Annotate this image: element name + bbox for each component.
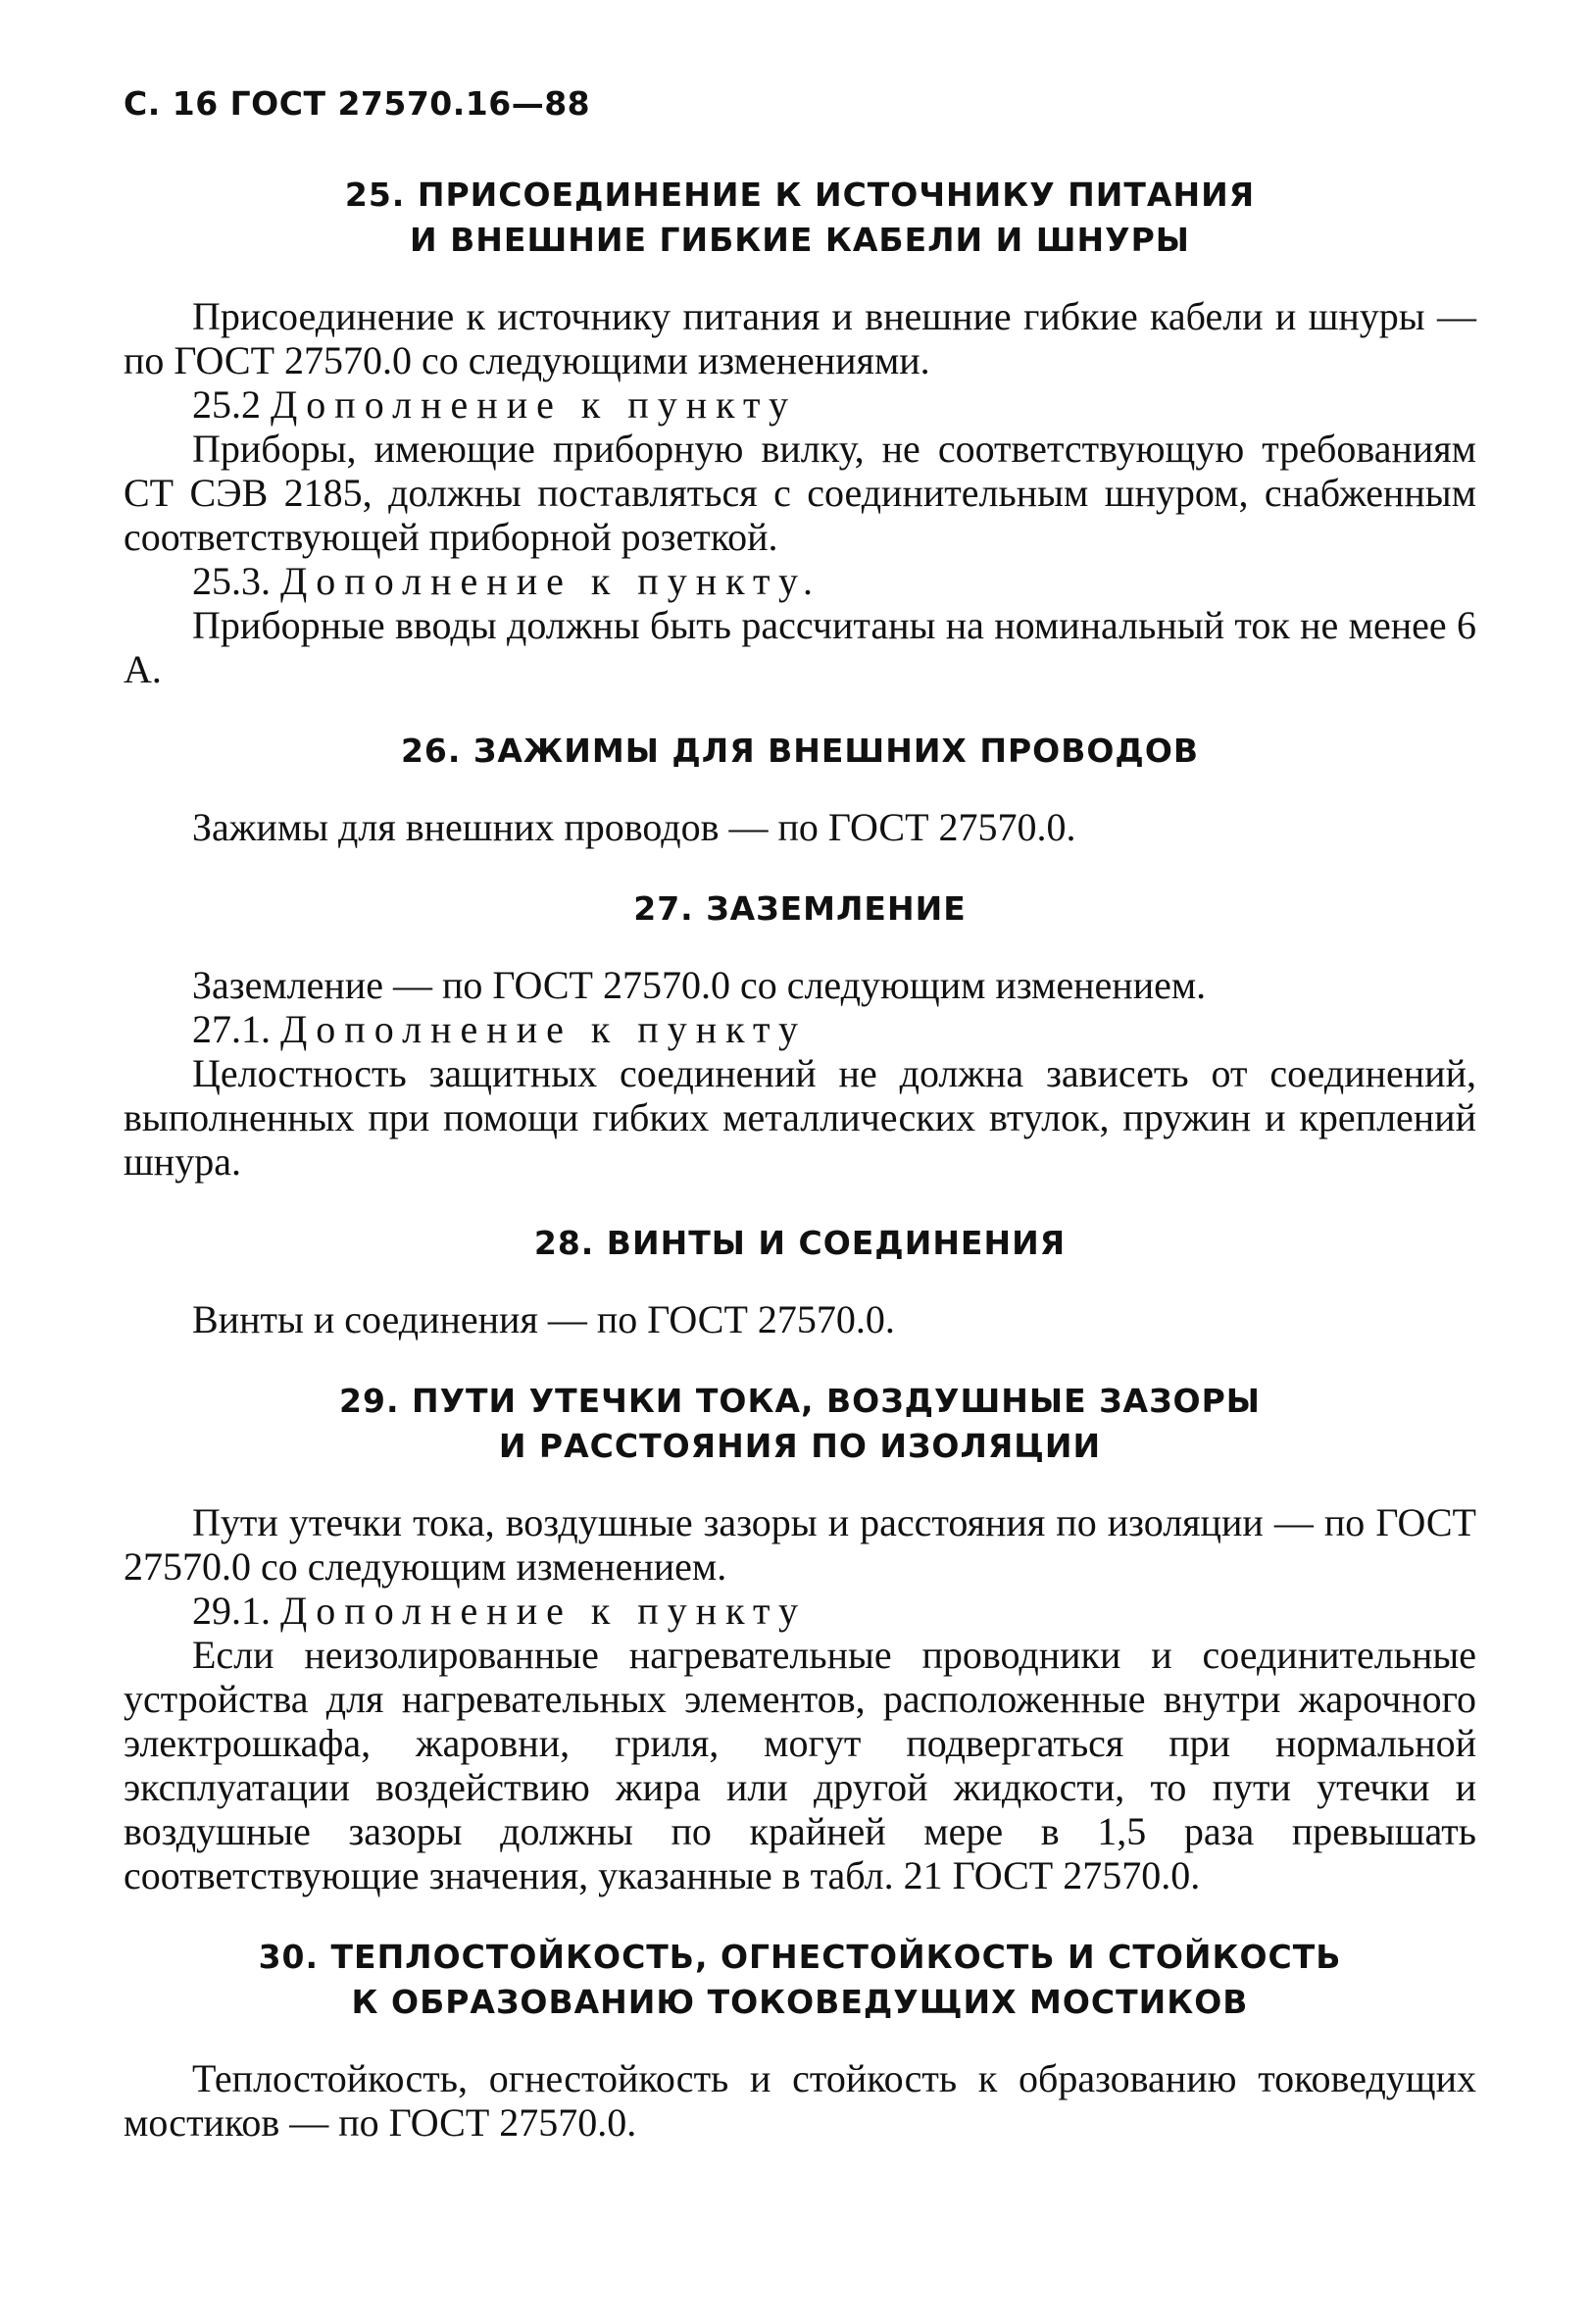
- section-heading-line: К ОБРАЗОВАНИЮ ТОКОВЕДУЩИХ МОСТИКОВ: [351, 1983, 1249, 2021]
- paragraph: Если неизолированные нагревательные проводники и соединительные устройства для нагревательных элементов, расположенные внутри жарочного электрошкафа, жаровни, гриля, могут подвергаться при нормальной эксплуатации воздействию жира или другой жидкости, то пути утечки и воздушные зазоры должны по крайней мере в 1,5 раза превышать соответствующие значения, указанные в табл. 21 ГОСТ 27570.0.: [124, 1633, 1476, 1897]
- paragraph: Заземление — по ГОСТ 27570.0 со следующим изменением.: [192, 963, 1207, 1007]
- paragraph: Целостность защитных соединений не должна зависеть от соединений, выполненных при помощи гибких металлических втулок, пружин и креплений шнура.: [124, 1051, 1476, 1184]
- subclause-label: Дополнение к пункту.: [280, 559, 821, 603]
- section-body: [124, 963, 1476, 1184]
- subclause: [124, 382, 1476, 427]
- section: [124, 729, 1476, 849]
- section-body: [124, 805, 1476, 849]
- subclause: [124, 1589, 1476, 1633]
- section-heading-line: 28. ВИНТЫ И СОЕДИНЕНИЯ: [533, 1224, 1067, 1262]
- section-body: [124, 1500, 1476, 1897]
- subclause: [124, 559, 1476, 603]
- section-body: [124, 294, 1476, 691]
- paragraph: Теплостойкость, огнестойкость и стойкость к образованию токоведущих мостиков — по ГОСТ 27570.0.: [124, 2056, 1476, 2145]
- page-header: С. 16 ГОСТ 27570.16—88: [124, 84, 591, 123]
- subclause-label: Дополнение к пункту: [280, 1589, 807, 1633]
- section-heading-line: И РАССТОЯНИЯ ПО ИЗОЛЯЦИИ: [498, 1427, 1102, 1465]
- sections-container: [124, 173, 1476, 2182]
- paragraph: Приборные вводы должны быть рассчитаны на номинальный ток не менее 6 А.: [124, 603, 1476, 691]
- section-heading-line: 29. ПУТИ УТЕЧКИ ТОКА, ВОЗДУШНЫЕ ЗАЗОРЫ: [339, 1382, 1261, 1420]
- subclause-label: Дополнение к пункту: [271, 382, 797, 427]
- paragraph: Пути утечки тока, воздушные зазоры и расстояния по изоляции — по ГОСТ 27570.0 со следующим изменением.: [124, 1500, 1476, 1589]
- section-heading: [124, 1379, 1476, 1469]
- section-body: [124, 2056, 1476, 2145]
- section-heading-line: 26. ЗАЖИМЫ ДЛЯ ВНЕШНИХ ПРОВОДОВ: [400, 732, 1200, 770]
- section-heading: [124, 173, 1476, 263]
- paragraph: Зажимы для внешних проводов — по ГОСТ 27570.0.: [192, 805, 1076, 849]
- section-heading: [124, 1221, 1476, 1266]
- subclause-number: 25.2: [192, 382, 261, 427]
- subclause-number: 25.3.: [192, 559, 271, 603]
- section-heading-line: 30. ТЕПЛОСТОЙКОСТЬ, ОГНЕСТОЙКОСТЬ И СТОЙКОСТЬ: [258, 1938, 1342, 1976]
- section: [124, 1221, 1476, 1341]
- section-body: [124, 1297, 1476, 1341]
- section-heading: [124, 886, 1476, 932]
- section-heading: [124, 729, 1476, 774]
- section: [124, 1935, 1476, 2145]
- paragraph: Винты и соединения — по ГОСТ 27570.0.: [192, 1297, 895, 1341]
- section-heading: [124, 1935, 1476, 2025]
- subclause-number: 29.1.: [192, 1589, 271, 1633]
- paragraph: Приборы, имеющие приборную вилку, не соответствующую требованиям СТ СЭВ 2185, должны поставляться с соединительным шнуром, снабженным соответствующей приборной розеткой.: [124, 427, 1476, 559]
- section: [124, 173, 1476, 691]
- paragraph: Присоединение к источнику питания и внешние гибкие кабели и шнуры — по ГОСТ 27570.0 со следующими изменениями.: [124, 294, 1476, 382]
- subclause: [124, 1007, 1476, 1051]
- section-heading-line: И ВНЕШНИЕ ГИБКИЕ КАБЕЛИ И ШНУРЫ: [410, 221, 1190, 259]
- section-heading-line: 27. ЗАЗЕМЛЕНИЕ: [633, 889, 967, 928]
- section: [124, 886, 1476, 1184]
- section: [124, 1379, 1476, 1897]
- subclause-number: 27.1.: [192, 1007, 271, 1051]
- subclause-label: Дополнение к пункту: [280, 1007, 807, 1051]
- section-heading-line: 25. ПРИСОЕДИНЕНИЕ К ИСТОЧНИКУ ПИТАНИЯ: [344, 176, 1256, 214]
